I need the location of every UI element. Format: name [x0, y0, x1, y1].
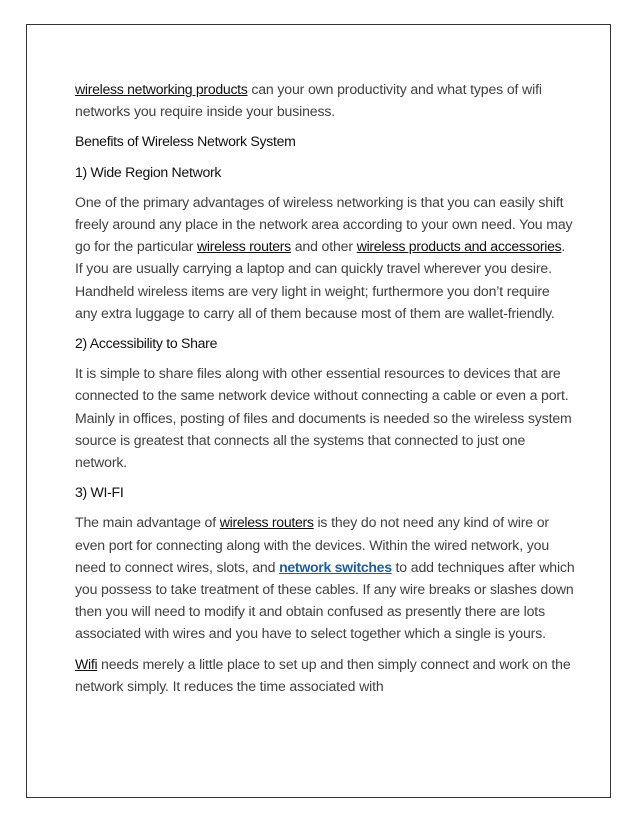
- accessibility-paragraph: It is simple to share files along with other essential resources to devices that are connected to the same network device without connecting a cable or even a port. Mainly in offices, posting of files and documents is needed so the wireless system source is greatest that connects all the systems that connected to just one network.: [75, 365, 572, 471]
- heading-accessibility-to-share: 2) Accessibility to Share: [75, 335, 218, 352]
- wide-region-text-3: . If you are usually carrying a laptop and can quickly travel wherever you desire. Handheld wireless items are very light in weight; furthermore you don’t require any extra luggage to carry all of them because most of them are wallet-friendly.: [75, 238, 566, 321]
- keyword-wireless-products-accessories[interactable]: wireless products and accessories: [356, 238, 562, 255]
- intro-text: can your own productivity and what types of wifi networks you require inside your business.: [75, 81, 542, 120]
- wifi-text-2: is they do not need any kind of wire or even port for connecting along with the devices. Within the wired network, you need to connect wires, slots, and: [75, 514, 550, 575]
- document-page: [26, 24, 611, 798]
- wifi-setup-paragraph: [75, 653, 575, 697]
- wide-region-text-2: and other: [290, 238, 357, 255]
- link-network-switches[interactable]: network switches: [279, 558, 392, 575]
- wifi-text-1: The main advantage of: [75, 514, 220, 531]
- heading-benefits: Benefits of Wireless Network System: [75, 133, 296, 150]
- keyword-wireless-routers-2[interactable]: wireless routers: [219, 514, 314, 531]
- wide-region-text-1: One of the primary advantages of wireless networking is that you can easily shift freely around any place in the network area according to your own need. You may go for the particular: [75, 193, 573, 255]
- document-body: [75, 78, 575, 705]
- heading-wide-region-network: 1) Wide Region Network: [75, 163, 222, 180]
- keyword-wireless-routers[interactable]: wireless routers: [197, 238, 291, 255]
- keyword-wifi[interactable]: Wifi: [75, 655, 98, 672]
- intro-paragraph: [75, 78, 575, 122]
- keyword-wireless-networking-products[interactable]: wireless networking products: [75, 81, 248, 97]
- wifi-setup-text: needs merely a little place to set up and then simply connect and work on the network simply. It reduces the time associated with: [75, 655, 571, 694]
- heading-wifi: 3) WI-FI: [75, 484, 124, 501]
- wide-region-paragraph: [75, 191, 575, 324]
- wifi-paragraph: [75, 511, 575, 644]
- wifi-text-3: to add techniques after which you possess to take treatment of these cables. If any wire breaks or slashes down then you will need to modify it and obtain confused as presently there are lots associated with wires and you have to select together which a single is yours.: [75, 558, 575, 642]
